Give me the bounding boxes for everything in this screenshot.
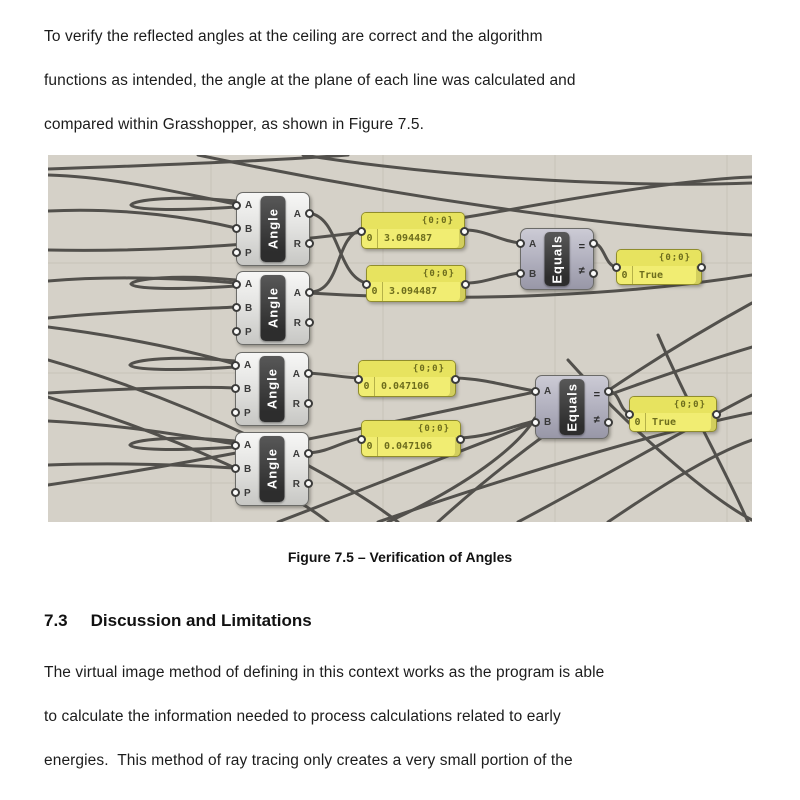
wires-layer xyxy=(48,155,752,522)
output-labels xyxy=(293,439,300,499)
output-label-r: R xyxy=(293,317,301,329)
section-title: Discussion and Limitations xyxy=(90,611,312,630)
input-label-b: B xyxy=(529,268,537,280)
angle-component-4 xyxy=(235,432,309,506)
output-label-r: R xyxy=(293,238,301,250)
grasshopper-canvas-figure xyxy=(48,155,752,522)
output-port xyxy=(604,418,613,427)
input-label-a: A xyxy=(244,439,252,451)
input-port xyxy=(232,280,241,289)
input-label-p: P xyxy=(245,326,252,338)
output-labels xyxy=(594,382,600,432)
equals-component-2 xyxy=(535,375,609,439)
input-port xyxy=(232,248,241,257)
input-port xyxy=(612,263,621,272)
input-port xyxy=(625,410,634,419)
panel-path-label: {0;0} xyxy=(362,213,464,229)
input-port xyxy=(231,441,240,450)
section-heading xyxy=(44,611,312,631)
input-labels xyxy=(544,376,551,438)
equals-output-label: = xyxy=(593,388,600,401)
section-number: 7.3 xyxy=(44,611,68,630)
input-label-b: B xyxy=(544,417,552,428)
panel-row-value: 0.047106 xyxy=(381,381,430,392)
output-port xyxy=(304,399,313,408)
angle-component-2 xyxy=(236,271,310,345)
input-label-a: A xyxy=(245,278,253,290)
panel-row xyxy=(367,282,465,301)
output-labels xyxy=(579,235,585,283)
input-port xyxy=(516,269,525,278)
panel-path-label: {0;0} xyxy=(359,361,455,377)
output-port xyxy=(712,410,721,419)
panel-path-label: {0;0} xyxy=(630,397,716,413)
output-label-r: R xyxy=(292,478,300,490)
input-label-a: A xyxy=(245,199,253,211)
input-label-a: A xyxy=(529,238,537,250)
input-port xyxy=(362,280,371,289)
paragraph-bottom xyxy=(44,651,762,783)
input-label-a: A xyxy=(244,359,252,371)
not-equals-output-label: ≠ xyxy=(593,413,600,426)
component-name: Equals xyxy=(549,234,565,284)
panel-row-index: 0 xyxy=(617,266,633,284)
result-panel-2 xyxy=(629,396,717,432)
output-label-a: A xyxy=(293,208,301,220)
output-port xyxy=(305,239,314,248)
paragraph-line: energies. This method of ray tracing only creates a very small portion of the xyxy=(44,752,573,769)
input-port xyxy=(231,488,240,497)
output-port xyxy=(304,369,313,378)
angle-component-3 xyxy=(235,352,309,426)
input-port xyxy=(516,239,525,248)
input-label-p: P xyxy=(245,247,252,259)
paragraph-line: The virtual image method of defining in this context works as the program is able xyxy=(44,664,605,681)
output-label-a: A xyxy=(292,448,300,460)
output-port xyxy=(461,280,470,289)
component-name-capsule xyxy=(261,275,286,341)
input-port xyxy=(231,408,240,417)
result-panel-1 xyxy=(616,249,702,285)
output-label-a: A xyxy=(292,368,300,380)
equals-output-label: = xyxy=(578,241,585,253)
component-name: Angle xyxy=(265,287,281,329)
input-labels xyxy=(245,193,252,265)
output-label-a: A xyxy=(293,287,301,299)
panel-row-index: 0 xyxy=(362,229,378,248)
input-label-b: B xyxy=(244,383,252,395)
output-labels xyxy=(293,359,300,419)
figure-caption: Figure 7.5 – Verification of Angles xyxy=(287,549,513,565)
output-label-r: R xyxy=(292,398,300,410)
input-port xyxy=(232,201,241,210)
panel-row-value: 3.094487 xyxy=(389,286,438,297)
component-name-capsule xyxy=(545,232,570,286)
output-port xyxy=(305,288,314,297)
value-panel-4 xyxy=(361,420,461,457)
input-label-a: A xyxy=(544,386,552,397)
angle-component-1 xyxy=(236,192,310,266)
output-port xyxy=(304,479,313,488)
panel-row-index: 0 xyxy=(630,413,646,431)
input-labels xyxy=(244,433,251,505)
value-panel-1 xyxy=(361,212,465,249)
input-port xyxy=(232,303,241,312)
component-name-capsule xyxy=(560,379,585,435)
input-port xyxy=(231,464,240,473)
component-name: Angle xyxy=(264,368,280,410)
panel-row-value: True xyxy=(652,416,677,428)
output-port xyxy=(697,263,706,272)
panel-row xyxy=(630,413,716,431)
panel-path-label: {0;0} xyxy=(367,266,465,282)
output-labels xyxy=(294,278,301,338)
input-label-b: B xyxy=(244,463,252,475)
component-name: Angle xyxy=(264,448,280,490)
input-port xyxy=(531,387,540,396)
input-label-p: P xyxy=(244,487,251,499)
input-label-p: P xyxy=(244,407,251,419)
panel-row xyxy=(617,266,701,284)
input-port xyxy=(232,327,241,336)
input-label-b: B xyxy=(245,223,253,235)
output-port xyxy=(589,239,598,248)
input-port xyxy=(231,361,240,370)
panel-path-label: {0;0} xyxy=(362,421,460,437)
panel-row xyxy=(362,229,464,248)
output-port xyxy=(460,227,469,236)
panel-row-value: True xyxy=(639,269,664,281)
component-name-capsule xyxy=(260,436,285,502)
input-port xyxy=(232,224,241,233)
not-equals-output-label: ≠ xyxy=(578,265,585,277)
component-name-capsule xyxy=(261,196,286,262)
input-port xyxy=(357,435,366,444)
paragraph-line: functions as intended, the angle at the plane of each line was calculated and xyxy=(44,72,576,89)
wire-curves xyxy=(48,155,752,522)
output-port xyxy=(305,318,314,327)
equals-component-1 xyxy=(520,228,594,290)
input-port xyxy=(531,418,540,427)
paragraph-line: to calculate the information needed to process calculations related to early xyxy=(44,708,561,725)
component-name-capsule xyxy=(260,356,285,422)
input-port xyxy=(231,384,240,393)
output-labels xyxy=(294,199,301,259)
component-name: Equals xyxy=(564,382,580,432)
value-panel-3 xyxy=(358,360,456,397)
input-label-b: B xyxy=(245,302,253,314)
panel-row-index: 0 xyxy=(359,377,375,396)
panel-row-value: 3.094487 xyxy=(384,233,433,244)
panel-row xyxy=(362,437,460,456)
output-port xyxy=(451,375,460,384)
output-port xyxy=(604,387,613,396)
output-port xyxy=(304,449,313,458)
input-port xyxy=(354,375,363,384)
output-port xyxy=(456,435,465,444)
paragraph-line: To verify the reflected angles at the ceiling are correct and the algorithm xyxy=(44,28,543,45)
panel-row-index: 0 xyxy=(362,437,378,456)
paragraph-top xyxy=(44,15,762,147)
panel-row-index: 0 xyxy=(367,282,383,301)
output-port xyxy=(305,209,314,218)
panel-path-label: {0;0} xyxy=(617,250,701,266)
value-panel-2 xyxy=(366,265,466,302)
input-labels xyxy=(529,229,536,289)
panel-row-value: 0.047106 xyxy=(384,441,433,452)
output-port xyxy=(589,269,598,278)
panel-row xyxy=(359,377,455,396)
input-labels xyxy=(245,272,252,344)
paragraph-line: compared within Grasshopper, as shown in Figure 7.5. xyxy=(44,116,424,133)
component-name: Angle xyxy=(265,208,281,250)
input-labels xyxy=(244,353,251,425)
input-port xyxy=(357,227,366,236)
